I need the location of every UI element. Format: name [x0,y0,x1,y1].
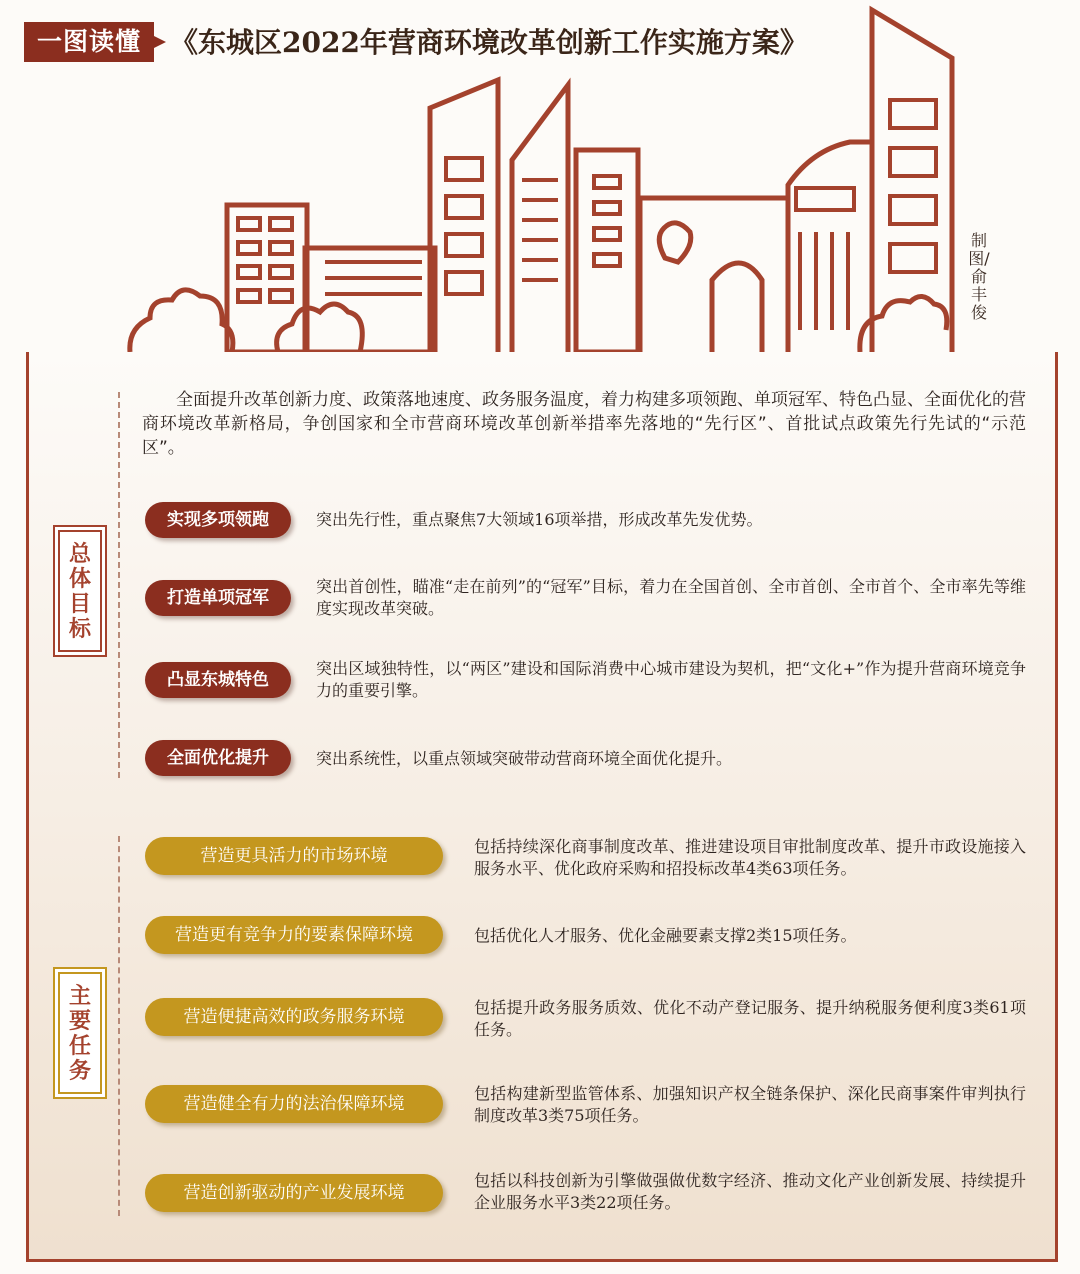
task-text: 包括优化人才服务、优化金融要素支撑2类15项任务。 [474,926,857,945]
intro-paragraph: 全面提升改革创新力度、政策落地速度、政务服务温度，着力构建多项领跑、单项冠军、特色凸显、全面优化的营商环境改革新格局，争创国家和全市营商环境改革创新举措率先落地的“先行区”、首批试点政策先行先试的“示范区”。 [142,390,1026,458]
task-pill: 营造更有竞争力的要素保障环境 [145,916,443,954]
task-pill: 营造更具活力的市场环境 [145,837,443,875]
goal-pill: 实现多项领跑 [145,502,291,538]
goal-text: 突出先行性，重点聚焦7大领域16项举措，形成改革先发优势。 [316,510,763,529]
header-tag: 一图读懂 [24,22,154,62]
goal-text: 突出区域独特性，以“两区”建设和国际消费中心城市建设为契机，把“文化+”作为提升营商环境竞争力的重要引擎。 [316,659,1026,700]
goal-text: 突出首创性，瞄准“走在前列”的“冠军”目标，着力在全国首创、全市首创、全市首个、全市率先等维度实现改革突破。 [316,577,1026,618]
tasks-divider [118,836,120,1216]
goals-section-label: 总体目标 [58,530,102,652]
city-skyline-illustration [0,0,1080,360]
task-text: 包括以科技创新为引擎做强做优数字经济、推动文化产业创新发展、持续提升企业服务水平3类22项任务。 [474,1171,1026,1212]
goals-divider [118,392,120,778]
page-title: 《东城区2022年营商环境改革创新工作实施方案》 [170,26,808,59]
goal-pill: 凸显东城特色 [145,662,291,698]
task-text: 包括构建新型监管体系、加强知识产权全链条保护、深化民商事案件审判执行制度改革3类75项任务。 [474,1084,1026,1125]
task-text: 包括持续深化商事制度改革、推进建设项目审批制度改革、提升市政设施接入服务水平、优化政府采购和招投标改革4类63项任务。 [474,837,1026,878]
illustrator-credit: 制图/俞丰俊 [968,231,990,322]
task-pill: 营造健全有力的法治保障环境 [145,1085,443,1123]
task-pill: 营造创新驱动的产业发展环境 [145,1174,443,1212]
task-pill: 营造便捷高效的政务服务环境 [145,998,443,1036]
task-text: 包括提升政务服务质效、优化不动产登记服务、提升纳税服务便利度3类61项任务。 [474,998,1026,1039]
goal-pill: 全面优化提升 [145,740,291,776]
goal-text: 突出系统性，以重点领域突破带动营商环境全面优化提升。 [316,749,733,768]
goal-pill: 打造单项冠军 [145,580,291,616]
tasks-section-label: 主要任务 [58,972,102,1094]
